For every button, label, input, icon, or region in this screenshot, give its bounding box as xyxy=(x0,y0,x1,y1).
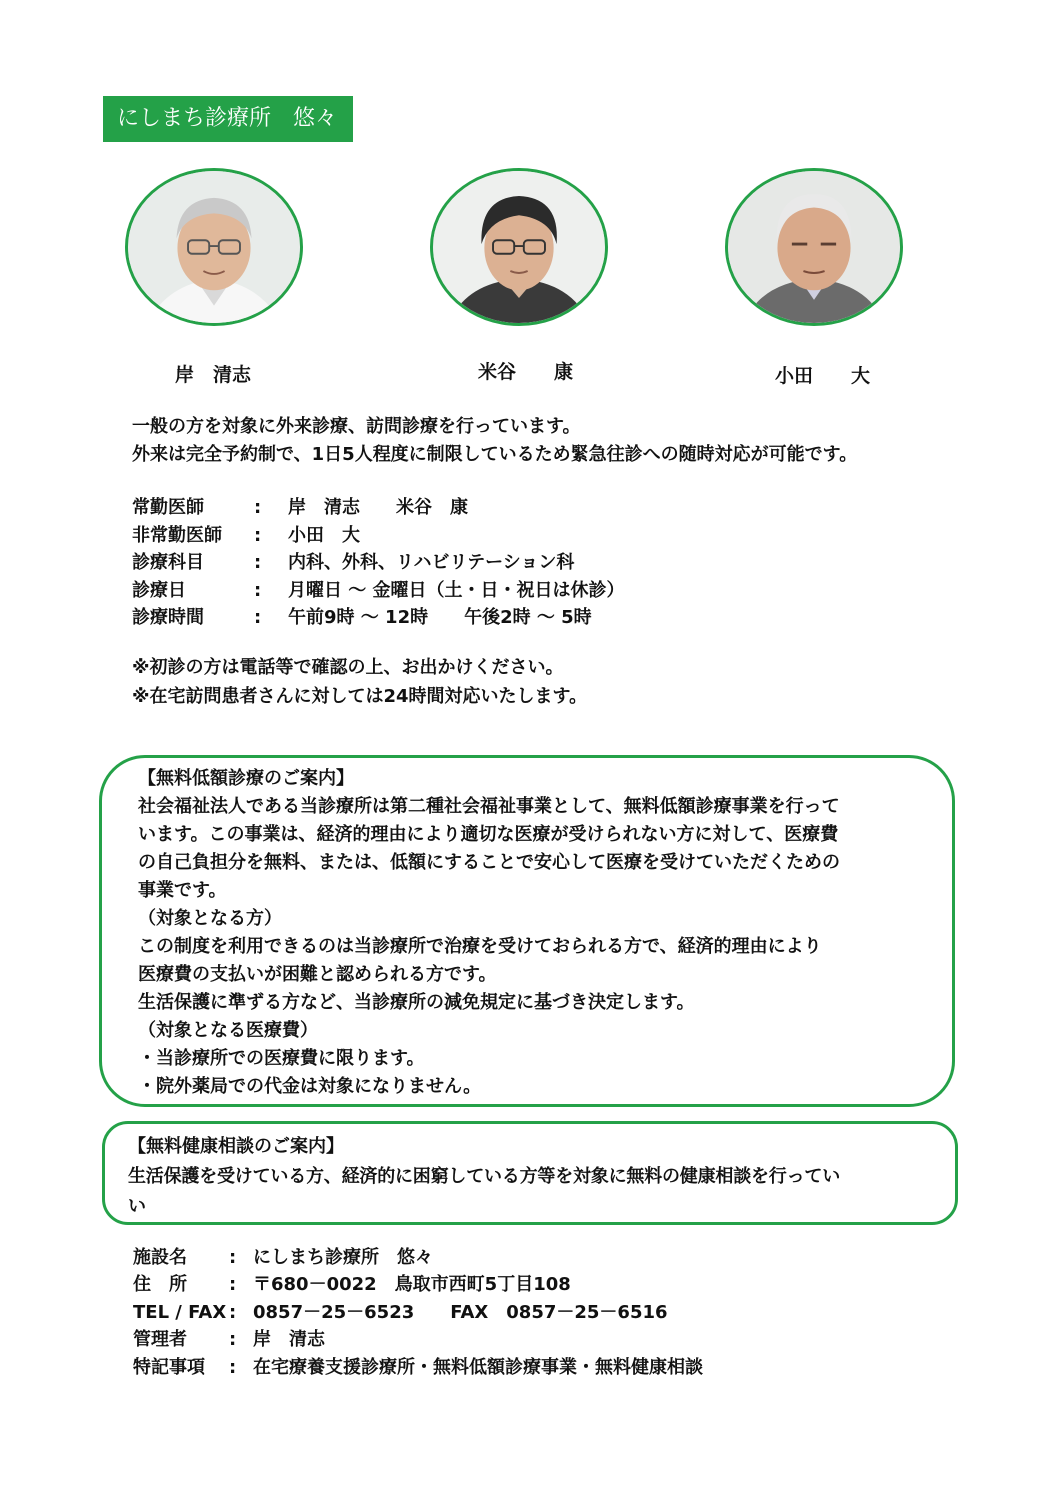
facility-value: にしまち診療所 悠々 xyxy=(253,1247,433,1268)
box-line: 生活保護に準ずる方など、当診療所の減免規定に基づき決定します。 xyxy=(138,992,695,1013)
info-colon: : xyxy=(254,580,262,601)
facility-value: 岸 清志 xyxy=(253,1329,325,1350)
doctor-name-yonetani: 米谷 康 xyxy=(478,361,574,383)
info-value: 内科、外科、リハビリテーション科 xyxy=(288,552,575,573)
box-line: の自己負担分を無料、または、低額にすることで安心して医療を受けていただくための xyxy=(138,852,840,873)
note-line: ※初診の方は電話等で確認の上、お出かけください。 xyxy=(132,657,564,678)
intro-line: 外来は完全予約制で、1日5人程度に制限しているため緊急往診への随時対応が可能です。 xyxy=(132,444,858,465)
box-line: （対象となる医療費） xyxy=(138,1020,318,1041)
info-label: 診療科目 xyxy=(132,552,204,573)
doctor-photo-oda xyxy=(725,168,903,326)
facility-label: 管理者 xyxy=(133,1329,187,1350)
box-line: います。この事業は、経済的理由により適切な医療が受けられない方に対して、医療費 xyxy=(138,824,839,845)
box-line: 社会福祉法人である当診療所は第二種社会福祉事業として、無料低額診療事業を行って xyxy=(138,796,840,817)
box-line: ・当診療所での医療費に限ります。 xyxy=(138,1048,425,1069)
facility-colon: : xyxy=(229,1274,237,1295)
intro-line: 一般の方を対象に外来診療、訪問診療を行っています。 xyxy=(132,416,581,437)
box-line: ・院外薬局での代金は対象になりません。 xyxy=(138,1076,482,1097)
info-value: 午前9時 ～ 12時 午後2時 ～ 5時 xyxy=(288,607,592,628)
doctor-name-kishi: 岸 清志 xyxy=(175,364,252,386)
facility-label: 住 所 xyxy=(133,1274,187,1295)
facility-colon: : xyxy=(229,1357,237,1378)
info-value: 岸 清志 米谷 康 xyxy=(288,497,468,518)
facility-value: 在宅療養支援診療所・無料低額診療事業・無料健康相談 xyxy=(253,1357,703,1378)
facility-label: 特記事項 xyxy=(133,1357,205,1378)
box-line: 医療費の支払いが困難と認められる方です。 xyxy=(138,964,497,985)
info-colon: : xyxy=(254,497,262,518)
doctor-photo-kishi xyxy=(125,168,303,326)
info-label: 診療日 xyxy=(132,580,186,601)
info-value: 小田 大 xyxy=(288,525,360,546)
box-line: 【無料健康相談のご案内】 xyxy=(128,1136,344,1157)
note-line: ※在宅訪問患者さんに対しては24時間対応いたします。 xyxy=(132,686,588,707)
facility-colon: : xyxy=(229,1302,237,1323)
box-line: 【無料低額診療のご案内】 xyxy=(138,768,354,789)
info-label: 診療時間 xyxy=(132,607,204,628)
free-low-cost-care-text xyxy=(138,765,840,1101)
box-line: 生活保護を受けている方、経済的に困窮している方等を対象に無料の健康相談を行ってい xyxy=(128,1166,840,1187)
doctor-name-oda: 小田 大 xyxy=(775,365,871,387)
free-health-consult-text xyxy=(128,1132,840,1222)
info-value: 月曜日 ～ 金曜日（土・日・祝日は休診） xyxy=(288,580,625,601)
facility-label: TEL / FAX xyxy=(133,1302,227,1323)
info-label: 非常勤医師 xyxy=(132,525,222,546)
facility-value: 〒680－0022 鳥取市西町5丁目108 xyxy=(253,1274,571,1295)
box-line: 事業です。 xyxy=(138,880,227,901)
info-colon: : xyxy=(254,552,262,573)
info-label: 常勤医師 xyxy=(132,497,204,518)
box-line: い xyxy=(128,1196,146,1217)
notes xyxy=(132,653,587,711)
doctor-photo-yonetani xyxy=(430,168,608,326)
info-colon: : xyxy=(254,607,262,628)
clinic-title: にしまち診療所 悠々 xyxy=(103,96,353,142)
facility-label: 施設名 xyxy=(133,1247,187,1268)
facility-value: 0857－25－6523 FAX 0857－25－6516 xyxy=(253,1302,668,1323)
info-colon: : xyxy=(254,525,262,546)
box-line: この制度を利用できるのは当診療所で治療を受けておられる方で、経済的理由により xyxy=(138,936,822,957)
box-line: （対象となる方） xyxy=(138,908,282,929)
facility-colon: : xyxy=(229,1247,237,1268)
facility-colon: : xyxy=(229,1329,237,1350)
intro-text xyxy=(132,413,857,469)
